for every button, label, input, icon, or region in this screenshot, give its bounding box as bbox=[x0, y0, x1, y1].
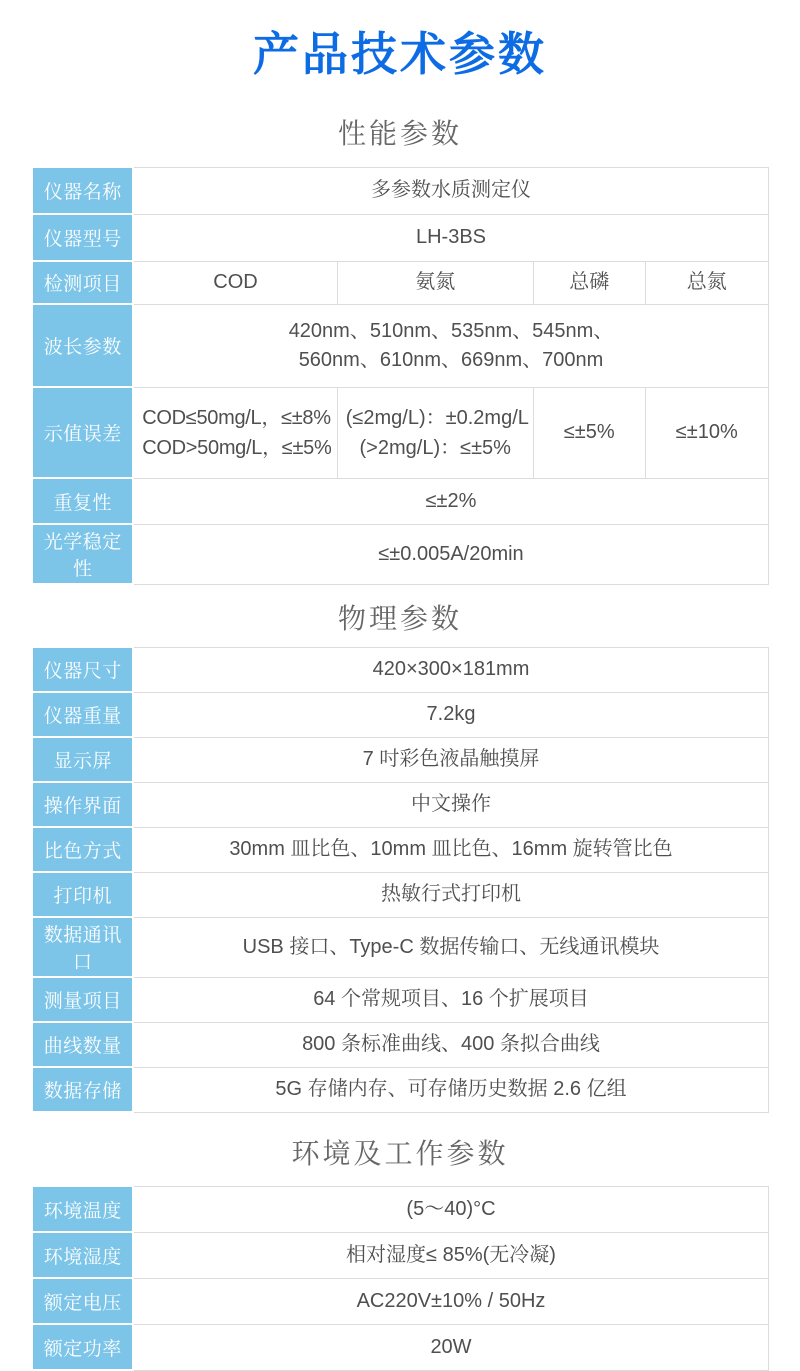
row-value: ≤±2% bbox=[133, 478, 768, 524]
error-cod-cell bbox=[133, 387, 337, 478]
row-value: AC220V±10% / 50Hz bbox=[133, 1278, 768, 1324]
row-value: 64 个常规项目、16 个扩展项目 bbox=[133, 977, 768, 1022]
row-label: 仪器型号 bbox=[32, 214, 133, 261]
row-repeatability bbox=[32, 478, 768, 524]
detection-item-ammonia: 氨氮 bbox=[337, 261, 533, 304]
row-model bbox=[32, 214, 768, 261]
wavelength-line-2: 560nm、610nm、669nm、700nm bbox=[298, 348, 604, 371]
row-label: 波长参数 bbox=[32, 304, 133, 387]
physical-table bbox=[31, 646, 769, 1113]
row-value: 相对湿度≤ 85%(无冷凝) bbox=[133, 1232, 768, 1278]
row-ui-language bbox=[32, 782, 768, 827]
page-title: 产品技术参数 bbox=[253, 28, 547, 80]
wavelength-line-1: 420nm、510nm、535nm、545nm、 bbox=[288, 319, 614, 342]
row-label: 仪器重量 bbox=[32, 692, 133, 737]
error-line: (≤2mg/L)：±0.2mg/L bbox=[345, 406, 529, 429]
row-value: USB 接口、Type-C 数据传输口、无线通讯模块 bbox=[133, 917, 768, 977]
row-value: ≤±0.005A/20min bbox=[133, 524, 768, 584]
row-label: 示值误差 bbox=[32, 387, 133, 478]
row-label: 额定电压 bbox=[32, 1278, 133, 1324]
row-value: (5～40)°C bbox=[133, 1186, 768, 1232]
environment-table bbox=[31, 1185, 769, 1371]
detection-item-cod: COD bbox=[133, 261, 337, 304]
row-label: 数据存储 bbox=[32, 1067, 133, 1112]
row-label: 额定功率 bbox=[32, 1324, 133, 1370]
row-curve-count bbox=[32, 1022, 768, 1067]
row-printer bbox=[32, 872, 768, 917]
row-value: 20W bbox=[133, 1324, 768, 1370]
row-display bbox=[32, 737, 768, 782]
row-value: 5G 存储内存、可存储历史数据 2.6 亿组 bbox=[133, 1067, 768, 1112]
row-value: 800 条标准曲线、400 条拟合曲线 bbox=[133, 1022, 768, 1067]
row-value: 多参数水质测定仪 bbox=[133, 167, 768, 214]
detection-item-total-phosphorus: 总磷 bbox=[533, 261, 645, 304]
row-rated-power bbox=[32, 1324, 768, 1370]
row-value: 30mm 皿比色、10mm 皿比色、16mm 旋转管比色 bbox=[133, 827, 768, 872]
row-label: 重复性 bbox=[32, 478, 133, 524]
row-value: 中文操作 bbox=[133, 782, 768, 827]
row-value: 热敏行式打印机 bbox=[133, 872, 768, 917]
row-label: 检测项目 bbox=[32, 261, 133, 304]
row-value bbox=[133, 304, 768, 387]
error-line: COD>50mg/L，≤±5% bbox=[142, 436, 332, 459]
row-label: 显示屏 bbox=[32, 737, 133, 782]
row-label: 操作界面 bbox=[32, 782, 133, 827]
row-rated-voltage bbox=[32, 1278, 768, 1324]
row-value: 7 吋彩色液晶触摸屏 bbox=[133, 737, 768, 782]
row-value: LH-3BS bbox=[133, 214, 768, 261]
row-label: 仪器尺寸 bbox=[32, 647, 133, 692]
row-ambient-temperature bbox=[32, 1186, 768, 1232]
row-label: 测量项目 bbox=[32, 977, 133, 1022]
row-wavelength bbox=[32, 304, 768, 387]
row-label: 环境温度 bbox=[32, 1186, 133, 1232]
row-indication-error bbox=[32, 387, 768, 478]
row-value: 7.2kg bbox=[133, 692, 768, 737]
row-label: 数据通讯口 bbox=[32, 917, 133, 977]
row-label: 仪器名称 bbox=[32, 167, 133, 214]
section-heading-environment: 环境及工作参数 bbox=[291, 1138, 509, 1169]
row-detection-items bbox=[32, 261, 768, 304]
detection-item-total-nitrogen: 总氮 bbox=[645, 261, 768, 304]
error-line: (>2mg/L)：≤±5% bbox=[359, 436, 511, 459]
row-label: 曲线数量 bbox=[32, 1022, 133, 1067]
row-label: 比色方式 bbox=[32, 827, 133, 872]
row-label: 环境湿度 bbox=[32, 1232, 133, 1278]
row-label: 打印机 bbox=[32, 872, 133, 917]
error-total-phosphorus-cell: ≤±5% bbox=[533, 387, 645, 478]
section-heading-performance: 性能参数 bbox=[337, 118, 462, 149]
error-ammonia-cell bbox=[337, 387, 533, 478]
error-line: COD≤50mg/L，≤±8% bbox=[142, 406, 331, 429]
row-data-ports bbox=[32, 917, 768, 977]
row-label: 光学稳定性 bbox=[32, 524, 133, 584]
row-instrument-size bbox=[32, 647, 768, 692]
performance-table bbox=[31, 166, 769, 585]
row-instrument-weight bbox=[32, 692, 768, 737]
row-data-storage bbox=[32, 1067, 768, 1112]
row-ambient-humidity bbox=[32, 1232, 768, 1278]
row-instrument-name bbox=[32, 167, 768, 214]
error-total-nitrogen-cell: ≤±10% bbox=[645, 387, 768, 478]
row-measurement-items bbox=[32, 977, 768, 1022]
section-heading-physical: 物理参数 bbox=[337, 603, 462, 634]
row-value: 420×300×181mm bbox=[133, 647, 768, 692]
row-optical-stability bbox=[32, 524, 768, 584]
row-colorimetric-method bbox=[32, 827, 768, 872]
